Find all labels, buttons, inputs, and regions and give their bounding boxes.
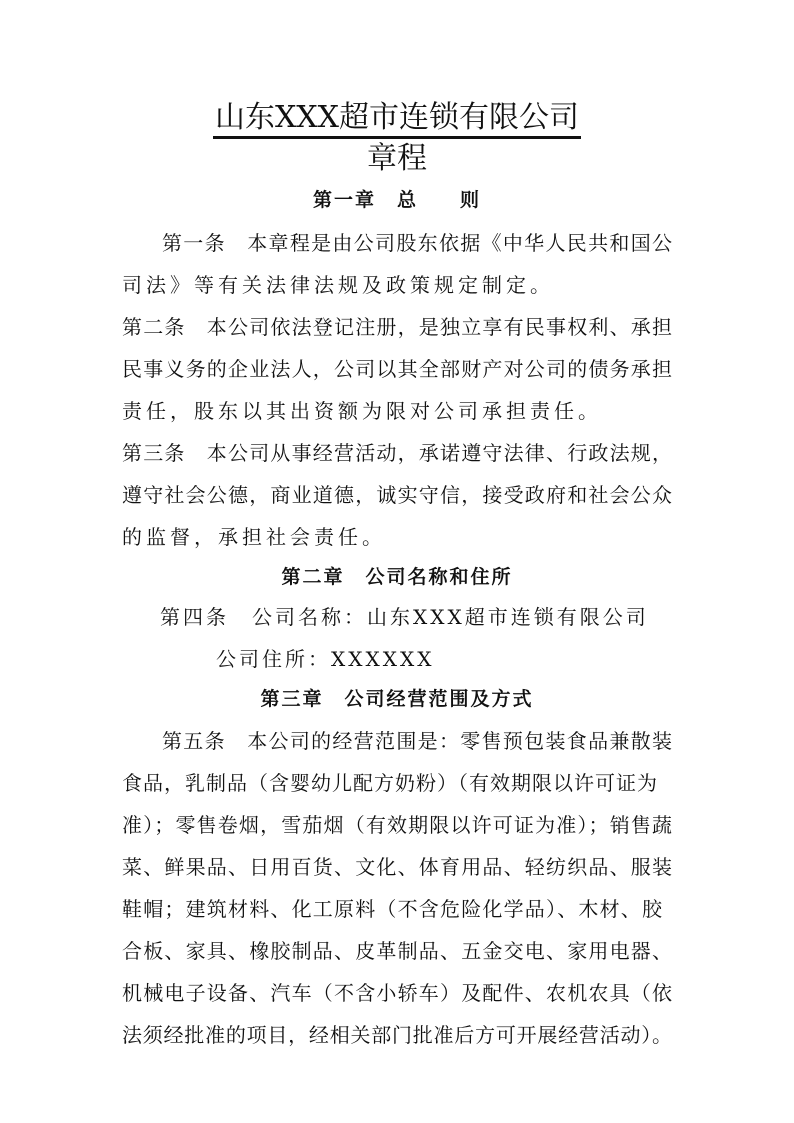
article-5-line: 第五条 本公司的经营范围是：零售预包装食品兼散装 <box>162 729 672 753</box>
article-3-line: 第三条 本公司从事经营活动，承诺遵守法律、行政法规， <box>122 441 672 465</box>
article-5-line: 菜、鲜果品、日用百货、文化、体育用品、轻纺织品、服装 <box>122 855 672 879</box>
article-5-line: 食品，乳制品（含婴幼儿配方奶粉）（有效期限以许可证为 <box>122 771 657 795</box>
chapter-3-heading: 第三章 公司经营范围及方式 <box>260 688 534 710</box>
article-1-line: 司法》等有关法律法规及政策规定制定。 <box>122 273 554 297</box>
company-address: 公司住所：XXXXXX <box>216 647 435 671</box>
article-1-line: 第一条 本章程是由公司股东依据《中华人民共和国公 <box>162 231 672 255</box>
chapter-2-heading: 第二章 公司名称和住所 <box>281 566 513 588</box>
document-subtitle: 章程 <box>367 141 427 176</box>
document-title <box>0 98 794 138</box>
article-5-line: 法须经批准的项目，经相关部门批准后方可开展经营活动）。 <box>122 1023 672 1047</box>
article-5-line: 鞋帽；建筑材料、化工原料（不含危险化学品）、木材、胶 <box>122 897 662 921</box>
article-4: 第四条 公司名称：山东XXX超市连锁有限公司 <box>160 605 649 629</box>
article-2-line: 民事义务的企业法人，公司以其全部财产对公司的债务承担 <box>122 357 672 381</box>
article-2-line: 第二条 本公司依法登记注册，是独立享有民事权利、承担 <box>122 315 672 339</box>
chapter-1-heading: 第一章 总 则 <box>312 189 481 211</box>
article-3-line: 遵守社会公德，商业道德，诚实守信，接受政府和社会公众 <box>122 483 672 507</box>
article-3-line: 的监督，承担社会责任。 <box>122 525 386 549</box>
article-2-line: 责任，股东以其出资额为限对公司承担责任。 <box>122 399 602 423</box>
article-5-line: 合板、家具、橡胶制品、皮革制品、五金交电、家用电器、 <box>122 939 672 963</box>
article-5-line: 准）；零售卷烟，雪茄烟（有效期限以许可证为准）；销售蔬 <box>122 813 672 837</box>
article-5-line: 机械电子设备、汽车（不含小轿车）及配件、农机农具（依 <box>122 981 672 1005</box>
document-title-text: 山东XXX超市连锁有限公司 <box>213 100 581 139</box>
